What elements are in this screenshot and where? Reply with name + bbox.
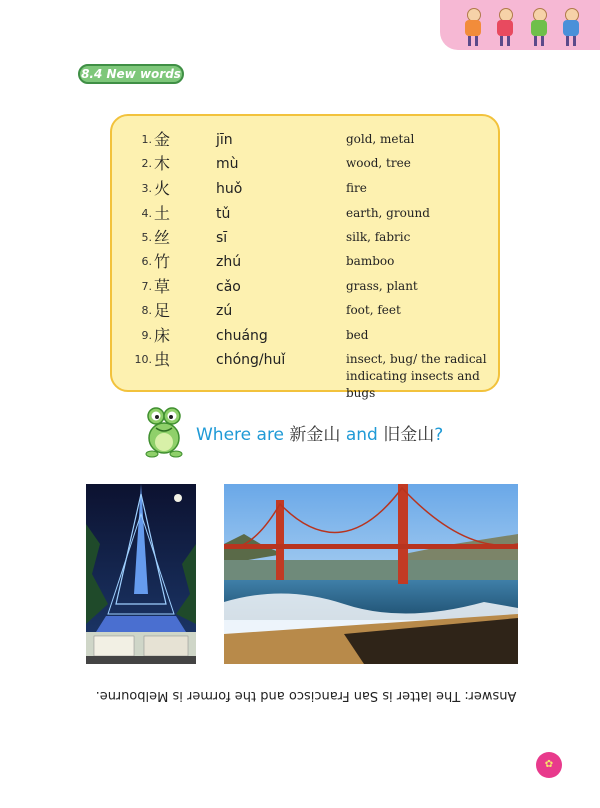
vocabulary-row bbox=[112, 177, 498, 201]
question-text-part: ? bbox=[434, 425, 444, 445]
word-pinyin: chuáng bbox=[216, 328, 268, 344]
word-meaning: wood, tree bbox=[346, 156, 411, 170]
word-number: 5. bbox=[141, 231, 152, 244]
vocabulary-box bbox=[110, 114, 500, 400]
cartoon-child-icon bbox=[560, 8, 582, 46]
word-meaning: earth, ground bbox=[346, 206, 430, 220]
word-meaning: silk, fabric bbox=[346, 230, 411, 244]
vocabulary-row bbox=[112, 299, 498, 323]
word-meaning: gold, metal bbox=[346, 132, 415, 146]
frog-mascot-icon bbox=[144, 404, 184, 458]
upside-down-answer: Answer: The latter is San Francisco and the former is Melbourne. bbox=[95, 688, 517, 703]
word-meaning: foot, feet bbox=[346, 303, 401, 317]
word-number: 9. bbox=[141, 329, 152, 342]
word-pinyin: zú bbox=[216, 303, 233, 319]
word-number: 1. bbox=[141, 133, 152, 146]
word-pinyin: sī bbox=[216, 230, 228, 246]
word-pinyin: mù bbox=[216, 156, 239, 172]
vocabulary-row bbox=[112, 348, 498, 400]
vocabulary-row bbox=[112, 226, 498, 250]
word-hanzi: 虫 bbox=[154, 350, 171, 369]
word-number: 3. bbox=[141, 182, 152, 195]
word-pinyin: chóng/huǐ bbox=[216, 352, 286, 368]
vocabulary-row bbox=[112, 152, 498, 176]
word-number: 10. bbox=[134, 353, 152, 366]
word-hanzi: 足 bbox=[154, 301, 171, 320]
cartoon-child-icon bbox=[494, 8, 516, 46]
word-hanzi: 丝 bbox=[154, 228, 171, 247]
question-chinese-term: 旧金山 bbox=[383, 425, 435, 445]
vocabulary-row bbox=[112, 250, 498, 274]
word-meaning: fire bbox=[346, 181, 367, 195]
page-number-badge: ✿ bbox=[536, 752, 562, 778]
question-text-part: Where are bbox=[196, 425, 290, 445]
word-hanzi: 草 bbox=[154, 277, 171, 296]
word-hanzi: 金 bbox=[154, 130, 171, 149]
word-pinyin: jīn bbox=[216, 132, 233, 148]
word-pinyin: huǒ bbox=[216, 181, 243, 197]
vocabulary-row bbox=[112, 128, 498, 152]
word-number: 7. bbox=[141, 280, 152, 293]
word-hanzi: 木 bbox=[154, 154, 171, 173]
word-meaning: insect, bug/ the radical indicating insects and bugs bbox=[346, 352, 487, 400]
cartoon-child-icon bbox=[462, 8, 484, 46]
word-meaning: bamboo bbox=[346, 254, 395, 268]
melbourne-arts-centre-photo bbox=[86, 484, 196, 664]
vocabulary-row bbox=[112, 275, 498, 299]
word-number: 6. bbox=[141, 255, 152, 268]
word-hanzi: 竹 bbox=[154, 252, 171, 271]
question-chinese-term: 新金山 bbox=[289, 425, 341, 445]
word-pinyin: cǎo bbox=[216, 279, 241, 295]
word-hanzi: 床 bbox=[154, 326, 171, 345]
word-number: 8. bbox=[141, 304, 152, 317]
word-meaning: grass, plant bbox=[346, 279, 418, 293]
word-number: 4. bbox=[141, 207, 152, 220]
section-tag: 8.4 New words bbox=[78, 64, 184, 84]
word-pinyin: tǔ bbox=[216, 206, 231, 222]
word-hanzi: 火 bbox=[154, 179, 171, 198]
golden-gate-bridge-photo bbox=[224, 484, 518, 664]
header-decoration-banner bbox=[440, 0, 600, 50]
word-hanzi: 土 bbox=[154, 204, 171, 223]
word-pinyin: zhú bbox=[216, 254, 242, 270]
vocabulary-row bbox=[112, 202, 498, 226]
vocabulary-row bbox=[112, 324, 498, 348]
word-meaning: bed bbox=[346, 328, 369, 342]
question-heading bbox=[196, 420, 443, 445]
word-number: 2. bbox=[141, 157, 152, 170]
question-text-part: and bbox=[340, 425, 384, 445]
cartoon-child-icon bbox=[528, 8, 550, 46]
